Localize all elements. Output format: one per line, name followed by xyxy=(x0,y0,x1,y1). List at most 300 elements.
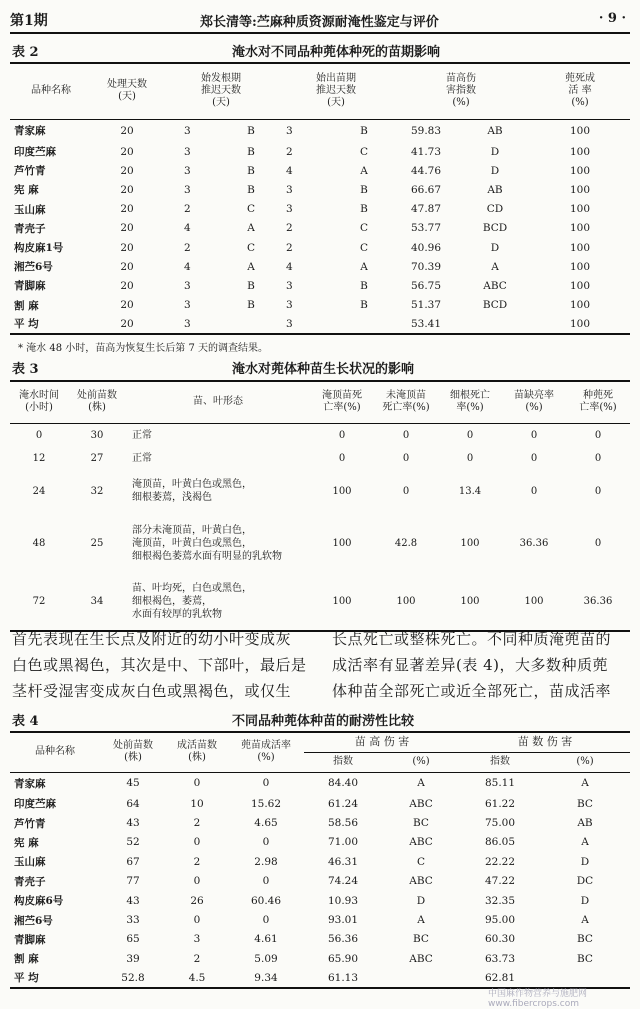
days-value: 20 xyxy=(120,203,134,216)
height-injury-grade: A xyxy=(417,777,425,790)
count-injury-grade: D xyxy=(580,894,590,907)
variety-name: 构皮麻1号 xyxy=(14,242,64,255)
variety-name: 构皮麻6号 xyxy=(14,895,64,908)
survival-rate: 100 xyxy=(569,279,591,292)
variety-name: 割 麻 xyxy=(14,953,39,966)
shape-description: 正常 xyxy=(132,429,152,441)
count-injury-index: 95.00 xyxy=(484,914,516,927)
survival-rate: 100 xyxy=(569,260,591,273)
injury-index: 59.83 xyxy=(410,124,442,137)
before-count: 52 xyxy=(126,836,140,849)
alive-count: 0 xyxy=(193,875,201,888)
emergence-grade: C xyxy=(359,222,369,235)
watermark-text: 中国麻作物营养与施肥网 www.fibercrops.com xyxy=(488,989,588,1009)
seed-dead-rate: 0 xyxy=(594,537,602,549)
running-header xyxy=(10,6,630,34)
rooting-grade: B xyxy=(247,183,255,196)
variety-name: 印度苎麻 xyxy=(14,798,56,811)
table-row xyxy=(10,257,630,276)
height-injury-index: 46.31 xyxy=(327,855,359,868)
survival-rate: 0 xyxy=(262,836,270,849)
variety-name: 芦竹青 xyxy=(14,165,46,178)
table-row xyxy=(10,469,630,513)
survival-rate: 100 xyxy=(569,299,591,312)
root-dead-rate: 13.4 xyxy=(458,485,482,497)
table-row xyxy=(10,513,630,573)
body-text-left xyxy=(12,626,312,704)
alive-count: 3 xyxy=(193,933,201,946)
alive-count: 2 xyxy=(193,952,201,965)
survival-rate: 5.09 xyxy=(254,952,278,965)
emergence-grade: B xyxy=(360,279,368,292)
rooting-value: 3 xyxy=(184,299,191,312)
survival-rate: 100 xyxy=(569,183,591,196)
t3-col-rootdead: 细根死亡 率(%) xyxy=(438,381,502,423)
table-row xyxy=(10,794,630,813)
rooting-value: 3 xyxy=(162,315,222,334)
table2-title: 淹水对不同品种蔸体种死的苗期影响 xyxy=(232,45,441,60)
table-row xyxy=(10,180,630,199)
injury-grade: AB xyxy=(487,124,503,137)
days-value: 20 xyxy=(120,260,134,273)
variety-name: 青家麻 xyxy=(14,125,46,138)
emergence-grade: C xyxy=(359,241,369,254)
days-value: 20 xyxy=(120,183,134,196)
injury-index: 53.77 xyxy=(410,222,442,235)
count-injury-grade: DC xyxy=(576,875,594,888)
table-row xyxy=(10,930,630,949)
survival-rate: 4.65 xyxy=(254,817,278,830)
rooting-value: 4 xyxy=(184,260,191,273)
injury-grade: ABC xyxy=(483,279,507,292)
emergence-grade: C xyxy=(359,145,369,158)
rooting-value: 4 xyxy=(184,222,191,235)
days-value: 20 xyxy=(120,299,134,312)
t2-col-survival: 蔸死成 活 率 (%) xyxy=(530,63,630,119)
injury-grade xyxy=(460,315,530,334)
alive-count: 10 xyxy=(190,797,204,810)
table-row xyxy=(10,447,630,469)
untop-dead-rate: 0 xyxy=(402,485,410,497)
table4 xyxy=(10,731,630,989)
height-injury-index: 74.24 xyxy=(327,875,359,888)
t2-col-injury: 苗高伤 害指数 (%) xyxy=(392,63,530,119)
t4-col-alive: 成活苗数 (株) xyxy=(166,732,228,772)
untop-dead-rate: 0 xyxy=(402,429,410,441)
table-row xyxy=(10,219,630,238)
injury-index: 56.75 xyxy=(410,279,442,292)
t4-col-h-index: 指数 xyxy=(304,752,382,772)
t2-col-variety: 品种名称 xyxy=(10,63,92,119)
alive-count: 0 xyxy=(193,836,201,849)
emergence-value: 2 xyxy=(286,222,293,235)
height-injury-index: 71.00 xyxy=(327,836,359,849)
height-injury-index: 56.36 xyxy=(327,933,359,946)
count-injury-grade: AB xyxy=(577,817,593,830)
survival-rate: 100 xyxy=(569,203,591,216)
table-row xyxy=(10,833,630,852)
rooting-grade: B xyxy=(247,299,255,312)
emergence-grade: B xyxy=(360,124,368,137)
table-row xyxy=(10,910,630,929)
body-line: 首先表现在生长点及附近的幼小叶变成灰 xyxy=(12,630,292,648)
count-injury-index: 32.35 xyxy=(484,894,516,907)
table-row xyxy=(10,772,630,794)
table3-label: 表 3 xyxy=(12,362,39,377)
count-injury-grade: BC xyxy=(577,952,593,965)
height-injury-grade: A xyxy=(417,914,425,927)
rooting-grade: A xyxy=(247,260,255,273)
alive-count: 4.5 xyxy=(166,969,228,988)
height-injury-grade: D xyxy=(416,894,426,907)
flood-time: 72 xyxy=(10,573,68,631)
injury-grade: D xyxy=(490,241,500,254)
days-value: 20 xyxy=(120,241,134,254)
table-row xyxy=(10,276,630,295)
emergence-grade: A xyxy=(360,164,368,177)
flood-time: 48 xyxy=(32,537,46,549)
top-dead-rate: 100 xyxy=(310,573,374,631)
before-count: 43 xyxy=(126,894,140,907)
body-line: 长点死亡或整株死亡。不同种质淹蔸苗的 xyxy=(332,630,612,648)
days-value: 20 xyxy=(120,164,134,177)
injury-index: 40.96 xyxy=(410,241,442,254)
root-dead-rate: 100 xyxy=(460,537,480,549)
seedling-count: 30 xyxy=(90,429,104,441)
height-injury-grade: ABC xyxy=(409,836,433,849)
alive-count: 2 xyxy=(193,855,201,868)
survival-rate: 15.62 xyxy=(250,797,282,810)
variety-name: 青壳子 xyxy=(14,222,46,235)
injury-index: 53.41 xyxy=(392,315,460,334)
alive-count: 2 xyxy=(193,817,201,830)
stem-dead-rate: 0 xyxy=(530,429,538,441)
t4-col-height-injury: 苗 高 伤 害 xyxy=(304,732,460,752)
injury-grade: D xyxy=(490,164,500,177)
rooting-value: 3 xyxy=(184,145,191,158)
body-line: 体种苗全部死亡或近全部死亡，苗成活率 xyxy=(332,682,612,700)
emergence-value: 4 xyxy=(286,260,293,273)
stem-dead-rate: 100 xyxy=(502,573,566,631)
table2-label: 表 2 xyxy=(12,45,39,60)
variety-name: 玉山麻 xyxy=(14,856,46,869)
table-row xyxy=(10,296,630,315)
survival-rate: 60.46 xyxy=(250,894,282,907)
injury-index: 51.37 xyxy=(410,299,442,312)
t4-col-variety: 品种名称 xyxy=(10,732,100,772)
variety-name: 宪 麻 xyxy=(14,184,39,197)
variety-name: 平 均 xyxy=(10,969,100,988)
table-row xyxy=(10,142,630,161)
height-injury-index: 10.93 xyxy=(327,894,359,907)
emergence-value: 3 xyxy=(286,203,293,216)
count-injury-grade: A xyxy=(581,777,589,790)
days-value: 20 xyxy=(120,222,134,235)
alive-count: 0 xyxy=(193,914,201,927)
injury-grade: AB xyxy=(487,183,503,196)
t3-col-shape: 苗、叶形态 xyxy=(126,381,310,423)
emergence-value: 4 xyxy=(286,164,293,177)
survival-rate: 100 xyxy=(569,222,591,235)
injury-index: 70.39 xyxy=(410,260,442,273)
untop-dead-rate: 42.8 xyxy=(394,537,418,549)
emergence-value: 3 xyxy=(286,299,293,312)
rooting-grade xyxy=(222,315,280,334)
t3-col-seeddead: 种蔸死 亡率(%) xyxy=(566,381,630,423)
issue-number: 第1期 xyxy=(10,13,48,29)
table-row xyxy=(10,573,630,631)
before-count: 77 xyxy=(126,875,140,888)
height-injury-index: 58.56 xyxy=(327,817,359,830)
height-injury-grade: ABC xyxy=(409,797,433,810)
injury-grade: BCD xyxy=(482,299,508,312)
emergence-value: 2 xyxy=(286,145,293,158)
survival-rate: 100 xyxy=(569,164,591,177)
table-row xyxy=(10,423,630,447)
variety-name: 湘苎6号 xyxy=(14,914,53,927)
rooting-grade: B xyxy=(247,145,255,158)
t3-col-topdead: 淹顶苗死 亡率(%) xyxy=(310,381,374,423)
seed-dead-rate: 36.36 xyxy=(566,573,630,631)
before-count: 65 xyxy=(126,933,140,946)
survival-rate: 0 xyxy=(262,777,270,790)
count-injury-grade: BC xyxy=(577,797,593,810)
alive-count: 26 xyxy=(190,894,204,907)
rooting-grade: B xyxy=(247,279,255,292)
emergence-value: 3 xyxy=(286,279,293,292)
height-injury-grade: C xyxy=(416,855,426,868)
stem-dead-rate: 36.36 xyxy=(519,537,549,549)
survival-rate: 2.98 xyxy=(254,855,278,868)
count-injury-index: 86.05 xyxy=(484,836,516,849)
flood-time: 12 xyxy=(32,452,46,464)
emergence-value: 3 xyxy=(286,124,293,137)
rooting-grade: B xyxy=(247,164,255,177)
before-count: 45 xyxy=(126,777,140,790)
emergence-grade xyxy=(336,315,392,334)
table3-title: 淹水对蔸体种苗生长状况的影响 xyxy=(232,362,415,377)
body-line: 白色或黑褐色，其次是中、下部叶，最后是 xyxy=(12,656,307,674)
rooting-value: 2 xyxy=(184,203,191,216)
variety-name: 青脚麻 xyxy=(14,280,46,293)
count-injury-index: 22.22 xyxy=(484,855,516,868)
count-injury-index: 62.81 xyxy=(460,969,540,988)
t2-col-emergence: 始出苗期 推迟天数 (天) xyxy=(280,63,392,119)
height-injury-index: 61.24 xyxy=(327,797,359,810)
emergence-value: 3 xyxy=(280,315,336,334)
survival-rate: 100 xyxy=(569,145,591,158)
seed-dead-rate: 0 xyxy=(594,452,602,464)
seedling-count: 27 xyxy=(90,452,104,464)
days-value: 20 xyxy=(120,145,134,158)
height-injury-index: 65.90 xyxy=(327,952,359,965)
before-count: 67 xyxy=(126,855,140,868)
survival-rate: 4.61 xyxy=(254,933,278,946)
table3 xyxy=(10,380,630,632)
count-injury-index: 63.73 xyxy=(484,952,516,965)
t2-col-days: 处理天数 (天) xyxy=(92,63,162,119)
top-dead-rate: 100 xyxy=(332,485,352,497)
seedling-count: 34 xyxy=(68,573,126,631)
injury-index: 66.67 xyxy=(410,183,442,196)
survival-rate: 0 xyxy=(262,875,270,888)
stem-dead-rate: 0 xyxy=(530,485,538,497)
seedling-count: 25 xyxy=(90,537,104,549)
table4-title: 不同品种蔸体种苗的耐涝性比较 xyxy=(232,714,415,729)
shape-description: 淹顶苗，叶黄白色或黑色， 细根萎蔫，浅褐色 xyxy=(132,479,252,503)
emergence-value: 3 xyxy=(286,183,293,196)
variety-name: 平 均 xyxy=(10,315,92,334)
height-injury-grade: BC xyxy=(413,933,429,946)
table-row xyxy=(10,852,630,871)
table-row xyxy=(10,891,630,910)
rooting-value: 3 xyxy=(184,164,191,177)
height-injury-index: 93.01 xyxy=(327,914,359,927)
running-title: 郑长清等:苎麻种质资源耐淹性鉴定与评价 xyxy=(200,15,439,30)
top-dead-rate: 0 xyxy=(338,452,346,464)
days-value: 20 xyxy=(120,124,134,137)
page-number: · 9 · xyxy=(598,11,626,26)
shape-description: 部分未淹顶苗，叶黄白色， 淹顶苗，叶黄白色或黑色， 细根褐色萎蔫水面有明显的乳软物 xyxy=(132,524,282,562)
count-injury-grade xyxy=(540,969,630,988)
root-dead-rate: 100 xyxy=(438,573,502,631)
flood-time: 0 xyxy=(35,429,43,441)
t4-col-n-pct: (%) xyxy=(540,752,630,772)
body-text-right xyxy=(332,626,632,704)
variety-name: 宪 麻 xyxy=(14,836,39,849)
t4-col-before: 处前苗数 (株) xyxy=(100,732,166,772)
table-row xyxy=(10,315,630,334)
survival-rate: 100 xyxy=(569,124,591,137)
injury-index: 41.73 xyxy=(410,145,442,158)
variety-name: 印度苎麻 xyxy=(14,146,56,159)
height-injury-grade: ABC xyxy=(409,952,433,965)
t4-col-rate: 蔸苗成活率 (%) xyxy=(228,732,304,772)
injury-grade: D xyxy=(490,145,500,158)
seed-dead-rate: 0 xyxy=(594,485,602,497)
t4-col-count-injury: 苗 数 伤 害 xyxy=(460,732,630,752)
injury-index: 44.76 xyxy=(410,164,442,177)
rooting-value: 2 xyxy=(184,241,191,254)
t2-col-rooting: 始发根期 推迟天数 (天) xyxy=(162,63,280,119)
survival-rate: 9.34 xyxy=(228,969,304,988)
table2-note: * 淹水 48 小时，苗高为恢复生长后第 7 天的调查结果。 xyxy=(18,343,268,354)
rooting-value: 3 xyxy=(184,279,191,292)
rooting-value: 3 xyxy=(184,183,191,196)
count-injury-grade: BC xyxy=(577,933,593,946)
before-count: 39 xyxy=(126,952,140,965)
count-injury-index: 75.00 xyxy=(484,817,516,830)
count-injury-grade: A xyxy=(581,836,589,849)
survival-rate: 100 xyxy=(530,315,630,334)
table-row xyxy=(10,238,630,257)
body-line: 成活率有显著差异(表 4)，大多数种质蔸 xyxy=(332,656,609,674)
shape-description: 正常 xyxy=(132,452,152,464)
count-injury-index: 85.11 xyxy=(484,777,516,790)
t4-col-n-index: 指数 xyxy=(460,752,540,772)
height-injury-grade: ABC xyxy=(409,875,433,888)
t3-col-time: 淹水时间 (小时) xyxy=(10,381,68,423)
injury-grade: BCD xyxy=(482,222,508,235)
count-injury-grade: D xyxy=(580,855,590,868)
variety-name: 青脚麻 xyxy=(14,933,46,946)
seed-dead-rate: 0 xyxy=(594,429,602,441)
before-count: 52.8 xyxy=(100,969,166,988)
variety-name: 割 麻 xyxy=(14,299,39,312)
variety-name: 玉山麻 xyxy=(14,203,46,216)
injury-grade: CD xyxy=(486,203,504,216)
t3-col-untopdead: 未淹顶苗 死亡率(%) xyxy=(374,381,438,423)
shape-description: 苗、叶均死，白色或黑色， 细根褐色，萎蔫， 水面有较厚的乳软物 xyxy=(126,573,310,631)
before-count: 64 xyxy=(126,797,140,810)
alive-count: 0 xyxy=(193,777,201,790)
variety-name: 芦竹青 xyxy=(14,817,46,830)
root-dead-rate: 0 xyxy=(466,452,474,464)
root-dead-rate: 0 xyxy=(466,429,474,441)
variety-name: 青壳子 xyxy=(14,875,46,888)
height-injury-grade xyxy=(382,969,460,988)
count-injury-index: 60.30 xyxy=(484,933,516,946)
height-injury-index: 84.40 xyxy=(327,777,359,790)
emergence-grade: B xyxy=(360,203,368,216)
rooting-grade: C xyxy=(246,203,256,216)
table2 xyxy=(10,62,630,335)
height-injury-grade: BC xyxy=(413,817,429,830)
height-injury-index: 61.13 xyxy=(304,969,382,988)
days-value: 20 xyxy=(92,315,162,334)
top-dead-rate: 0 xyxy=(338,429,346,441)
variety-name: 青家麻 xyxy=(14,777,46,790)
emergence-grade: A xyxy=(360,260,368,273)
injury-grade: A xyxy=(491,260,499,273)
table-row xyxy=(10,949,630,968)
variety-name: 湘苎6号 xyxy=(14,261,53,274)
days-value: 20 xyxy=(120,279,134,292)
table-row xyxy=(10,119,630,142)
stem-dead-rate: 0 xyxy=(530,452,538,464)
before-count: 33 xyxy=(126,914,140,927)
t4-col-h-pct: (%) xyxy=(382,752,460,772)
emergence-grade: B xyxy=(360,183,368,196)
t3-col-count: 处前苗数 (株) xyxy=(68,381,126,423)
untop-dead-rate: 100 xyxy=(374,573,438,631)
table-row xyxy=(10,872,630,891)
rooting-grade: A xyxy=(247,222,255,235)
count-injury-index: 61.22 xyxy=(484,797,516,810)
survival-rate: 0 xyxy=(262,914,270,927)
rooting-grade: B xyxy=(247,124,255,137)
count-injury-index: 47.22 xyxy=(484,875,516,888)
table4-label: 表 4 xyxy=(12,714,39,729)
seedling-count: 32 xyxy=(90,485,104,497)
t3-col-stemdead: 苗缺亮率 (%) xyxy=(502,381,566,423)
before-count: 43 xyxy=(126,817,140,830)
flood-time: 24 xyxy=(32,485,46,497)
emergence-value: 2 xyxy=(286,241,293,254)
rooting-value: 3 xyxy=(184,124,191,137)
untop-dead-rate: 0 xyxy=(402,452,410,464)
rooting-grade: C xyxy=(246,241,256,254)
table-row xyxy=(10,813,630,832)
survival-rate: 100 xyxy=(569,241,591,254)
count-injury-grade: A xyxy=(581,914,589,927)
table-row xyxy=(10,969,630,988)
top-dead-rate: 100 xyxy=(332,537,352,549)
table-row xyxy=(10,161,630,180)
table-row xyxy=(10,200,630,219)
emergence-grade: B xyxy=(360,299,368,312)
injury-index: 47.87 xyxy=(410,203,442,216)
